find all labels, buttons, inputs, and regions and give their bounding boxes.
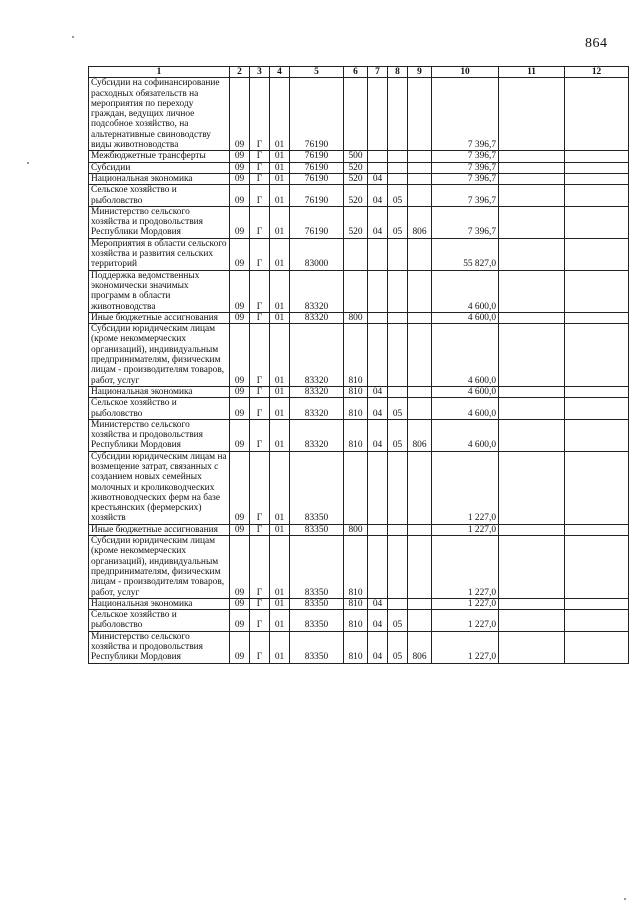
amount-col-11-cell	[499, 631, 565, 663]
code-main-event-cell: 01	[270, 524, 290, 535]
code-subsection-cell: 05	[388, 398, 408, 420]
code-gp-cell: 09	[230, 598, 250, 609]
header-row	[89, 67, 629, 78]
code-subprogram-cell: Г	[250, 524, 270, 535]
amount-col-11-cell	[499, 173, 565, 184]
column-header-12: 12	[565, 67, 629, 78]
amount-col-12-cell	[565, 386, 629, 397]
code-subprogram-cell: Г	[250, 185, 270, 207]
code-direction-cell: 83320	[290, 324, 344, 387]
row-name-cell: Сельское хозяйство и рыболовство	[89, 610, 230, 632]
code-main-event-cell: 01	[270, 78, 290, 151]
table-row	[89, 206, 629, 238]
amount-col-11-cell	[499, 324, 565, 387]
amount-col-12-cell	[565, 173, 629, 184]
code-ministry-cell	[408, 451, 432, 524]
column-header-2: 2	[230, 67, 250, 78]
code-subprogram-cell: Г	[250, 536, 270, 599]
amount-col-11-cell	[499, 238, 565, 270]
code-subsection-cell	[388, 173, 408, 184]
row-name-cell: Мероприятия в области сельского хозяйства и развития сельских территорий	[89, 238, 230, 270]
table-row	[89, 419, 629, 451]
code-section-cell	[368, 312, 388, 323]
code-section-cell	[368, 536, 388, 599]
code-expense-type-cell: 810	[344, 598, 368, 609]
code-main-event-cell: 01	[270, 151, 290, 162]
code-expense-type-cell: 810	[344, 536, 368, 599]
code-ministry-cell	[408, 270, 432, 312]
code-ministry-cell	[408, 312, 432, 323]
code-section-cell	[368, 270, 388, 312]
table-row	[89, 536, 629, 599]
row-name-cell: Субсидии юридическим лицам на возмещение затрат, связанных с созданием новых семейных молочных и кролиководческих животноводческих ферм на базе крестьянских (фермерских) хозяйств	[89, 451, 230, 524]
code-ministry-cell	[408, 536, 432, 599]
amount-col-11-cell	[499, 398, 565, 420]
code-main-event-cell: 01	[270, 419, 290, 451]
code-expense-type-cell: 810	[344, 386, 368, 397]
code-subprogram-cell: Г	[250, 398, 270, 420]
code-main-event-cell: 01	[270, 386, 290, 397]
code-subprogram-cell: Г	[250, 206, 270, 238]
code-section-cell: 04	[368, 598, 388, 609]
column-header-4: 4	[270, 67, 290, 78]
code-gp-cell: 09	[230, 524, 250, 535]
table-row	[89, 386, 629, 397]
code-ministry-cell	[408, 162, 432, 173]
row-name-cell: Национальная экономика	[89, 173, 230, 184]
code-gp-cell: 09	[230, 151, 250, 162]
column-header-5: 5	[290, 67, 344, 78]
code-expense-type-cell: 810	[344, 398, 368, 420]
amount-col-12-cell	[565, 398, 629, 420]
amount-cell: 55 827,0	[432, 238, 499, 270]
column-header-10: 10	[432, 67, 499, 78]
code-section-cell	[368, 238, 388, 270]
code-gp-cell: 09	[230, 78, 250, 151]
code-section-cell	[368, 524, 388, 535]
amount-col-12-cell	[565, 610, 629, 632]
code-direction-cell: 76190	[290, 162, 344, 173]
code-main-event-cell: 01	[270, 610, 290, 632]
amount-col-11-cell	[499, 206, 565, 238]
row-name-cell: Министерство сельского хозяйства и продовольствия Республики Мордовия	[89, 206, 230, 238]
amount-col-11-cell	[499, 536, 565, 599]
code-subsection-cell	[388, 324, 408, 387]
code-expense-type-cell: 810	[344, 631, 368, 663]
code-subsection-cell	[388, 151, 408, 162]
code-subprogram-cell: Г	[250, 78, 270, 151]
amount-col-11-cell	[499, 610, 565, 632]
code-main-event-cell: 01	[270, 162, 290, 173]
amount-cell: 4 600,0	[432, 324, 499, 387]
code-expense-type-cell: 810	[344, 324, 368, 387]
amount-col-12-cell	[565, 162, 629, 173]
code-ministry-cell: 806	[408, 631, 432, 663]
code-gp-cell: 09	[230, 312, 250, 323]
column-header-9: 9	[408, 67, 432, 78]
code-ministry-cell	[408, 151, 432, 162]
code-ministry-cell: 806	[408, 419, 432, 451]
table-row	[89, 524, 629, 535]
code-main-event-cell: 01	[270, 324, 290, 387]
code-expense-type-cell	[344, 78, 368, 151]
row-name-cell: Субсидии юридическим лицам (кроме некоммерческих организаций), индивидуальным предпринимателям, физическим лицам - производителям товаров, работ, услуг	[89, 536, 230, 599]
code-expense-type-cell: 500	[344, 151, 368, 162]
column-header-3: 3	[250, 67, 270, 78]
code-expense-type-cell: 520	[344, 173, 368, 184]
code-direction-cell: 76190	[290, 151, 344, 162]
code-gp-cell: 09	[230, 398, 250, 420]
code-section-cell: 04	[368, 398, 388, 420]
code-subprogram-cell: Г	[250, 270, 270, 312]
code-direction-cell: 83350	[290, 631, 344, 663]
code-subprogram-cell: Г	[250, 631, 270, 663]
code-ministry-cell	[408, 185, 432, 207]
code-expense-type-cell: 520	[344, 206, 368, 238]
code-expense-type-cell	[344, 270, 368, 312]
code-subprogram-cell: Г	[250, 610, 270, 632]
code-ministry-cell	[408, 78, 432, 151]
amount-cell: 4 600,0	[432, 386, 499, 397]
code-ministry-cell	[408, 524, 432, 535]
table-row	[89, 270, 629, 312]
table-row	[89, 151, 629, 162]
code-ministry-cell	[408, 173, 432, 184]
amount-cell: 1 227,0	[432, 631, 499, 663]
code-ministry-cell	[408, 386, 432, 397]
code-subprogram-cell: Г	[250, 324, 270, 387]
row-name-cell: Субсидии юридическим лицам (кроме некоммерческих организаций), индивидуальным предпринимателям, физическим лицам - производителям товаров, работ, услуг	[89, 324, 230, 387]
code-subsection-cell: 05	[388, 206, 408, 238]
amount-cell: 7 396,7	[432, 173, 499, 184]
code-direction-cell: 76190	[290, 206, 344, 238]
code-direction-cell: 83320	[290, 419, 344, 451]
code-subprogram-cell: Г	[250, 312, 270, 323]
amount-col-11-cell	[499, 524, 565, 535]
table-row	[89, 610, 629, 632]
code-section-cell: 04	[368, 419, 388, 451]
amount-col-11-cell	[499, 162, 565, 173]
table-row	[89, 598, 629, 609]
row-name-cell: Субсидии	[89, 162, 230, 173]
amount-cell: 4 600,0	[432, 398, 499, 420]
amount-col-12-cell	[565, 185, 629, 207]
row-name-cell: Иные бюджетные ассигнования	[89, 312, 230, 323]
amount-col-12-cell	[565, 324, 629, 387]
code-subsection-cell	[388, 312, 408, 323]
row-name-cell: Сельское хозяйство и рыболовство	[89, 185, 230, 207]
code-direction-cell: 83320	[290, 270, 344, 312]
code-main-event-cell: 01	[270, 206, 290, 238]
code-gp-cell: 09	[230, 238, 250, 270]
code-subprogram-cell: Г	[250, 151, 270, 162]
table-body	[89, 78, 629, 663]
code-subsection-cell	[388, 451, 408, 524]
code-direction-cell: 76190	[290, 185, 344, 207]
row-name-cell: Национальная экономика	[89, 598, 230, 609]
amount-col-12-cell	[565, 151, 629, 162]
amount-cell: 1 227,0	[432, 536, 499, 599]
code-direction-cell: 83350	[290, 451, 344, 524]
code-subprogram-cell: Г	[250, 173, 270, 184]
column-header-8: 8	[388, 67, 408, 78]
column-header-1: 1	[89, 67, 230, 78]
code-section-cell	[368, 451, 388, 524]
code-section-cell	[368, 78, 388, 151]
code-main-event-cell: 01	[270, 598, 290, 609]
amount-col-12-cell	[565, 78, 629, 151]
amount-cell: 7 396,7	[432, 151, 499, 162]
code-direction-cell: 83320	[290, 386, 344, 397]
code-section-cell	[368, 151, 388, 162]
amount-col-12-cell	[565, 312, 629, 323]
column-header-6: 6	[344, 67, 368, 78]
table-row	[89, 78, 629, 151]
code-expense-type-cell: 520	[344, 162, 368, 173]
amount-col-12-cell	[565, 631, 629, 663]
code-subsection-cell	[388, 270, 408, 312]
code-subsection-cell	[388, 598, 408, 609]
amount-col-12-cell	[565, 206, 629, 238]
code-subprogram-cell: Г	[250, 419, 270, 451]
code-gp-cell: 09	[230, 451, 250, 524]
column-header-11: 11	[499, 67, 565, 78]
code-subprogram-cell: Г	[250, 598, 270, 609]
amount-cell: 4 600,0	[432, 312, 499, 323]
scan-speck	[624, 898, 626, 900]
row-name-cell: Министерство сельского хозяйства и продовольствия Республики Мордовия	[89, 419, 230, 451]
scan-speck	[27, 162, 29, 164]
table-row	[89, 398, 629, 420]
amount-cell: 7 396,7	[432, 162, 499, 173]
code-subsection-cell	[388, 162, 408, 173]
code-subsection-cell	[388, 536, 408, 599]
code-ministry-cell	[408, 598, 432, 609]
code-subprogram-cell: Г	[250, 238, 270, 270]
code-direction-cell: 83350	[290, 536, 344, 599]
table-row	[89, 312, 629, 323]
code-gp-cell: 09	[230, 324, 250, 387]
amount-col-12-cell	[565, 536, 629, 599]
amount-col-11-cell	[499, 151, 565, 162]
row-name-cell: Министерство сельского хозяйства и продовольствия Республики Мордовия	[89, 631, 230, 663]
code-direction-cell: 83000	[290, 238, 344, 270]
table-row	[89, 631, 629, 663]
table-row	[89, 451, 629, 524]
code-gp-cell: 09	[230, 419, 250, 451]
code-subprogram-cell: Г	[250, 162, 270, 173]
code-subprogram-cell: Г	[250, 451, 270, 524]
code-expense-type-cell: 800	[344, 312, 368, 323]
amount-col-12-cell	[565, 598, 629, 609]
code-subsection-cell	[388, 78, 408, 151]
code-main-event-cell: 01	[270, 270, 290, 312]
column-header-7: 7	[368, 67, 388, 78]
code-main-event-cell: 01	[270, 173, 290, 184]
code-main-event-cell: 01	[270, 398, 290, 420]
code-subsection-cell	[388, 524, 408, 535]
amount-cell: 7 396,7	[432, 78, 499, 151]
amount-col-11-cell	[499, 185, 565, 207]
amount-col-11-cell	[499, 270, 565, 312]
code-direction-cell: 76190	[290, 78, 344, 151]
code-direction-cell: 83320	[290, 398, 344, 420]
code-direction-cell: 83350	[290, 610, 344, 632]
amount-col-11-cell	[499, 419, 565, 451]
code-direction-cell: 83320	[290, 312, 344, 323]
table-row	[89, 185, 629, 207]
table-row	[89, 238, 629, 270]
amount-cell: 1 227,0	[432, 598, 499, 609]
code-section-cell: 04	[368, 631, 388, 663]
amount-col-11-cell	[499, 78, 565, 151]
code-gp-cell: 09	[230, 206, 250, 238]
row-name-cell: Национальная экономика	[89, 386, 230, 397]
amount-col-12-cell	[565, 238, 629, 270]
table-row	[89, 324, 629, 387]
code-expense-type-cell: 810	[344, 610, 368, 632]
code-main-event-cell: 01	[270, 185, 290, 207]
code-gp-cell: 09	[230, 386, 250, 397]
code-gp-cell: 09	[230, 610, 250, 632]
code-subsection-cell: 05	[388, 185, 408, 207]
row-name-cell: Сельское хозяйство и рыболовство	[89, 398, 230, 420]
code-section-cell	[368, 162, 388, 173]
code-main-event-cell: 01	[270, 238, 290, 270]
amount-cell: 7 396,7	[432, 185, 499, 207]
code-section-cell: 04	[368, 173, 388, 184]
code-ministry-cell	[408, 324, 432, 387]
code-main-event-cell: 01	[270, 451, 290, 524]
code-ministry-cell	[408, 398, 432, 420]
code-subsection-cell	[388, 386, 408, 397]
code-section-cell: 04	[368, 386, 388, 397]
amount-col-12-cell	[565, 270, 629, 312]
code-subsection-cell: 05	[388, 610, 408, 632]
amount-cell: 1 227,0	[432, 524, 499, 535]
code-direction-cell: 83350	[290, 524, 344, 535]
row-name-cell: Поддержка ведомственных экономически значимых программ в области животноводства	[89, 270, 230, 312]
code-ministry-cell	[408, 238, 432, 270]
page-number: 864	[585, 36, 608, 51]
amount-cell: 4 600,0	[432, 270, 499, 312]
code-section-cell: 04	[368, 610, 388, 632]
amount-col-12-cell	[565, 524, 629, 535]
amount-cell: 1 227,0	[432, 610, 499, 632]
amount-cell: 7 396,7	[432, 206, 499, 238]
table-row	[89, 173, 629, 184]
code-gp-cell: 09	[230, 270, 250, 312]
row-name-cell: Субсидии на софинансирование расходных обязательств на мероприятия по переходу граждан, ведущих личное подсобное хозяйство, на альтернативные свиноводству виды животноводства	[89, 78, 230, 151]
code-subsection-cell	[388, 238, 408, 270]
code-gp-cell: 09	[230, 631, 250, 663]
code-gp-cell: 09	[230, 162, 250, 173]
code-direction-cell: 76190	[290, 173, 344, 184]
budget-table	[88, 66, 629, 664]
code-subsection-cell: 05	[388, 419, 408, 451]
code-expense-type-cell: 520	[344, 185, 368, 207]
code-expense-type-cell: 810	[344, 419, 368, 451]
amount-col-11-cell	[499, 312, 565, 323]
amount-cell: 1 227,0	[432, 451, 499, 524]
amount-col-11-cell	[499, 451, 565, 524]
amount-col-12-cell	[565, 451, 629, 524]
code-main-event-cell: 01	[270, 536, 290, 599]
table-header	[89, 67, 629, 78]
code-section-cell: 04	[368, 185, 388, 207]
amount-col-12-cell	[565, 419, 629, 451]
amount-cell: 4 600,0	[432, 419, 499, 451]
row-name-cell: Межбюджетные трансферты	[89, 151, 230, 162]
code-section-cell: 04	[368, 206, 388, 238]
code-ministry-cell: 806	[408, 206, 432, 238]
amount-col-11-cell	[499, 386, 565, 397]
row-name-cell: Иные бюджетные ассигнования	[89, 524, 230, 535]
code-direction-cell: 83350	[290, 598, 344, 609]
amount-col-11-cell	[499, 598, 565, 609]
code-expense-type-cell	[344, 238, 368, 270]
table-row	[89, 162, 629, 173]
code-gp-cell: 09	[230, 536, 250, 599]
code-expense-type-cell	[344, 451, 368, 524]
code-subprogram-cell: Г	[250, 386, 270, 397]
scan-speck	[72, 36, 74, 38]
code-gp-cell: 09	[230, 173, 250, 184]
code-section-cell	[368, 324, 388, 387]
code-main-event-cell: 01	[270, 312, 290, 323]
code-main-event-cell: 01	[270, 631, 290, 663]
code-gp-cell: 09	[230, 185, 250, 207]
code-subsection-cell: 05	[388, 631, 408, 663]
code-ministry-cell	[408, 610, 432, 632]
code-expense-type-cell: 800	[344, 524, 368, 535]
